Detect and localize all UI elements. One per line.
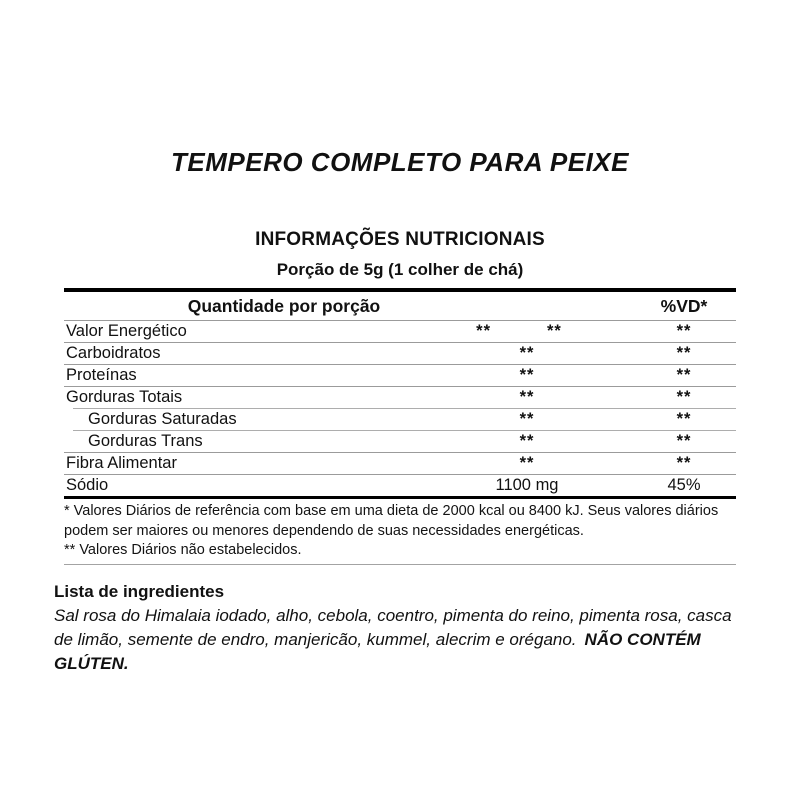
footnote-daily-values: * Valores Diários de referência com base em uma dieta de 2000 kcal ou 8400 kJ. Seus valores diários podem ser maiores ou menores dependendo de suas necessidades energéticas. xyxy=(64,503,719,539)
table-row xyxy=(64,386,736,408)
ingredients-heading: Lista de ingredientes xyxy=(54,581,225,601)
nutrient-label: Carboidratos xyxy=(66,344,161,362)
nutrition-table xyxy=(64,288,736,499)
column-header-quantity: Quantidade por porção xyxy=(187,295,381,316)
table-row xyxy=(64,452,736,474)
table-row xyxy=(64,430,736,452)
serving-size: Porção de 5g (1 colher de chá) xyxy=(276,260,524,279)
nutrition-table-header xyxy=(64,292,736,320)
table-row xyxy=(64,320,736,342)
footnote-divider xyxy=(64,564,736,565)
nutrient-daily-value: ** xyxy=(676,454,692,472)
nutrient-quantity: ** xyxy=(519,432,535,450)
table-row xyxy=(64,474,736,496)
nutrient-quantity: ** xyxy=(519,366,535,384)
nutrient-label: Fibra Alimentar xyxy=(66,454,177,472)
gluten-free-note: NÃO CONTÉM GLÚTEN. xyxy=(54,629,701,673)
footnotes xyxy=(64,499,736,561)
nutrient-quantity: 1100 mg xyxy=(495,476,559,494)
column-header-daily-value: %VD* xyxy=(660,295,708,316)
nutrient-daily-value: ** xyxy=(676,388,692,406)
nutrient-quantity: ** xyxy=(519,454,535,472)
nutrient-daily-value: ** xyxy=(676,432,692,450)
nutrition-table-body xyxy=(64,320,736,496)
nutrient-daily-value: ** xyxy=(676,344,692,362)
nutrient-daily-value: ** xyxy=(676,410,692,428)
footnote-not-established: ** Valores Diários não estabelecidos. xyxy=(64,542,302,558)
nutrient-daily-value: ** xyxy=(676,366,692,384)
table-row xyxy=(64,408,736,430)
nutrient-label: Gorduras Saturadas xyxy=(88,410,237,428)
ingredients-section xyxy=(54,582,738,676)
nutrient-label: Valor Energético xyxy=(66,322,187,340)
nutrient-label: Proteínas xyxy=(66,366,137,384)
nutrient-label: Sódio xyxy=(66,476,109,494)
ingredients-list: Sal rosa do Himalaia iodado, alho, cebola, coentro, pimenta do reino, pimenta rosa, casca de limão, semente de endro, manjericão, kummel, alecrim e orégano. xyxy=(54,605,732,649)
table-row xyxy=(64,364,736,386)
nutrient-quantity: ** xyxy=(519,344,535,362)
product-title: TEMPERO COMPLETO PARA PEIXE xyxy=(171,147,629,177)
ingredients-text xyxy=(54,604,738,676)
product-label xyxy=(54,0,736,676)
nutrition-heading: INFORMAÇÕES NUTRICIONAIS xyxy=(255,229,545,250)
nutrient-quantity: ** ** xyxy=(476,322,562,340)
nutrient-daily-value: ** xyxy=(676,322,692,340)
nutrient-quantity: ** xyxy=(519,410,535,428)
nutrient-quantity: ** xyxy=(519,388,535,406)
nutrient-daily-value: 45% xyxy=(667,476,701,494)
nutrient-label: Gorduras Trans xyxy=(88,432,203,450)
nutrient-label: Gorduras Totais xyxy=(66,388,183,406)
table-row xyxy=(64,342,736,364)
